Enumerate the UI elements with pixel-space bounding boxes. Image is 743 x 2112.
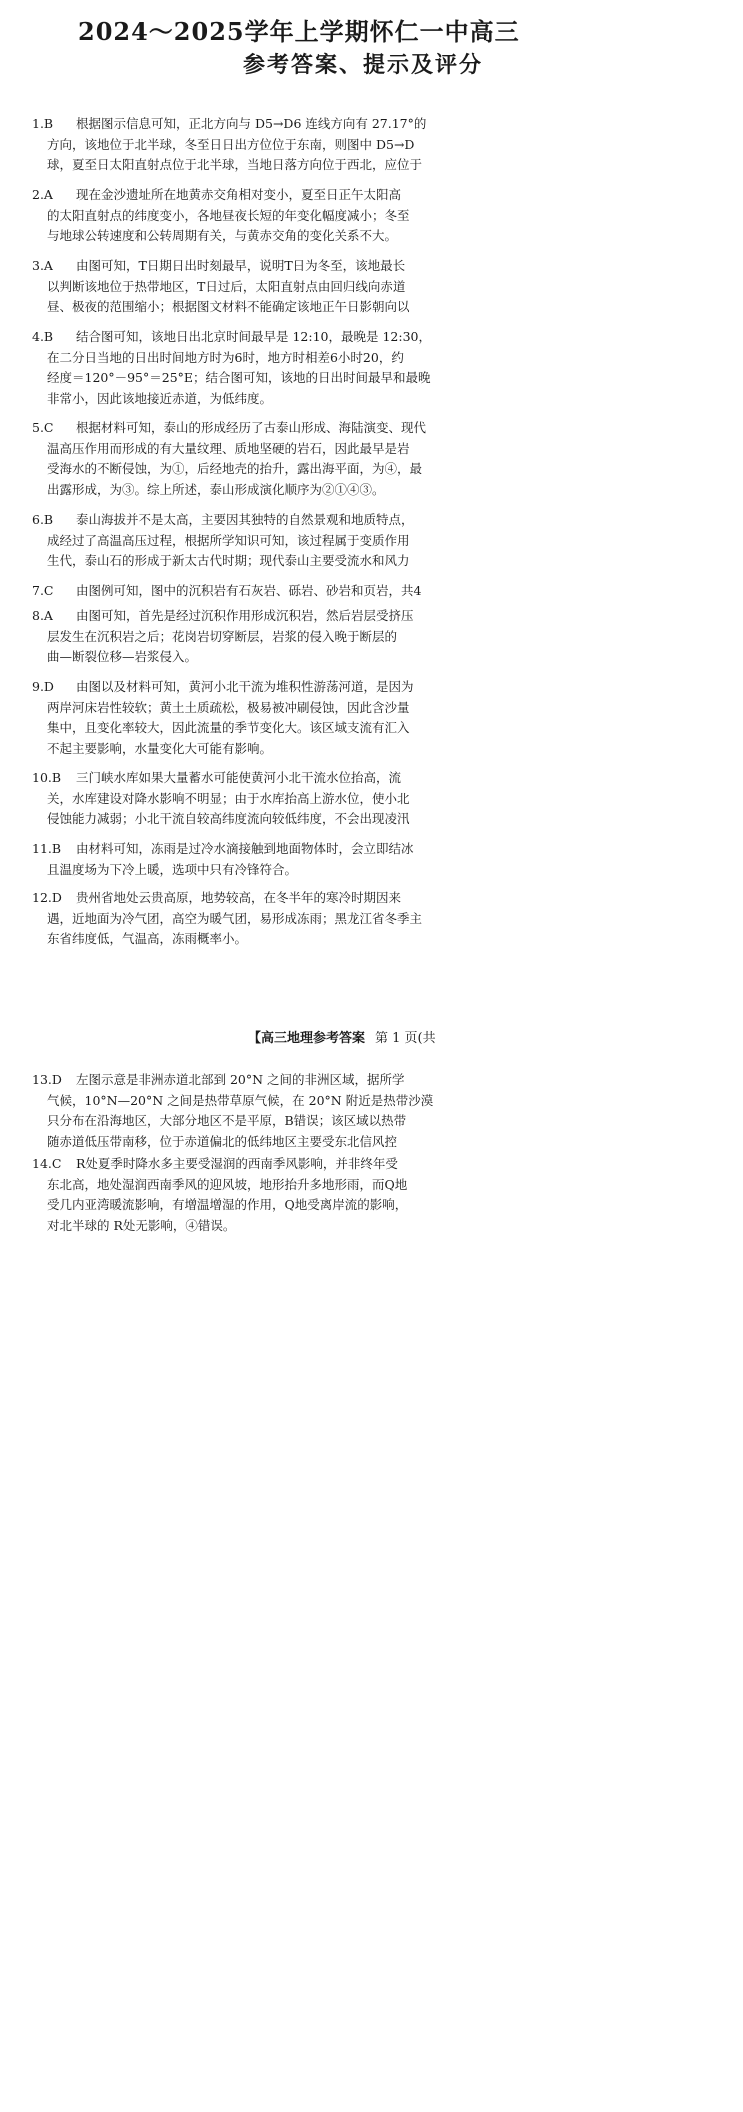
answer-text: 由材料可知，冻雨是过冷水滴接触到地面物体时，会立即结冰 — [76, 841, 414, 856]
answer-line: 两岸河床岩性较软；黄土土质疏松，极易被冲刷侵蚀，因此含沙量 — [47, 699, 410, 715]
answer-line: 成经过了高温高压过程，根据所学知识可知，该过程属于变质作用 — [47, 532, 410, 548]
answer-line: 与地球公转速度和公转周期有关，与黄赤交角的变化关系不大。 — [47, 228, 398, 244]
answer-line: 昼、极夜的范围缩小；根据图文材料不能确定该地正午日影朝向以 — [47, 299, 410, 315]
answer-line — [32, 510, 592, 531]
answer-line: 对北半球的 R处无影响，④错误。 — [47, 1217, 236, 1233]
answer-line — [32, 256, 592, 277]
footer-page-number: 第 1 页(共 — [375, 1031, 436, 1046]
answer-item-11 — [32, 839, 592, 880]
answer-item-13 — [32, 1070, 592, 1152]
page-title: 2024～2025学年上学期怀仁一中高三 — [78, 17, 520, 46]
answer-text: 泰山海拔并不是太高，主要因其独特的自然景观和地质特点， — [76, 512, 414, 527]
answer-line: 方向，该地位于北半球，冬至日日出方位位于东南，则图中 D5→D — [47, 136, 415, 152]
answer-text: 现在金沙遗址所在地黄赤交角相对变小，夏至日正午太阳高 — [76, 187, 402, 202]
answer-item-8 — [32, 606, 592, 668]
answer-number: 2.A — [32, 187, 53, 202]
answer-number: 6.B — [32, 512, 54, 527]
answer-line: 层发生在沉积岩之后；花岗岩切穿断层，岩浆的侵入晚于断层的 — [47, 628, 398, 644]
answer-number: 3.A — [32, 258, 53, 273]
answer-text: 根据材料可知，泰山的形成经历了古泰山形成、海陆演变、现代 — [76, 420, 427, 435]
answer-item-4 — [32, 327, 592, 409]
answer-number: 1.B — [32, 116, 54, 131]
answer-line: 非常小，因此该地接近赤道，为低纬度。 — [47, 390, 273, 406]
answer-number: 13.D — [32, 1072, 62, 1087]
answer-line — [32, 418, 592, 439]
answer-text: 三门峡水库如果大量蓄水可能使黄河小北干流水位抬高，流 — [76, 770, 402, 785]
answer-number: 11.B — [32, 841, 62, 856]
answer-line — [32, 839, 592, 860]
answer-line: 以判断该地位于热带地区，T日过后，太阳直射点由回归线向赤道 — [47, 278, 406, 294]
answer-line — [32, 1154, 592, 1175]
answer-line: 生代，泰山石的形成于新太古代时期；现代泰山主要受流水和风力 — [47, 553, 410, 569]
answer-number: 12.D — [32, 890, 62, 905]
answer-line: 侵蚀能力减弱；小北干流自较高纬度流向较低纬度，不会出现凌汛 — [47, 811, 410, 827]
footer-label: 【高三地理参考答案 — [248, 1031, 366, 1046]
answer-text: 由图以及材料可知，黄河小北干流为堆积性游荡河道，是因为 — [76, 679, 414, 694]
answer-line: 东省纬度低，气温高，冻雨概率小。 — [47, 931, 248, 947]
answer-line: 受几内亚湾暖流影响，有增温增湿的作用，Q地受离岸流的影响， — [47, 1197, 408, 1213]
page-subtitle: 参考答案、提示及评分 — [243, 52, 484, 78]
answer-line: 出露形成，为③。综上所述，泰山形成演化顺序为②①④③。 — [47, 481, 385, 497]
answer-line: 不起主要影响，水量变化大可能有影响。 — [47, 740, 273, 756]
answer-line: 气候，10°N—20°N 之间是热带草原气候，在 20°N 附近是热带沙漠 — [47, 1092, 434, 1108]
answer-number: 10.B — [32, 770, 62, 785]
answer-number: 5.C — [32, 420, 54, 435]
answer-line — [32, 1070, 592, 1091]
answer-number: 14.C — [32, 1156, 62, 1171]
page-footer — [248, 1027, 436, 1046]
answer-line: 东北高，地处湿润西南季风的迎风坡，地形抬升多地形雨，而Q地 — [47, 1176, 408, 1192]
answer-text: 由图例可知，图中的沉积岩有石灰岩、砾岩、砂岩和页岩，共4 — [76, 583, 422, 598]
answer-item-7 — [32, 581, 592, 602]
answer-line — [32, 768, 592, 789]
answer-item-5 — [32, 418, 592, 500]
answer-text: 左图示意是非洲赤道北部到 20°N 之间的非洲区域，据所学 — [76, 1072, 405, 1087]
answer-line: 遇，近地面为冷气团，高空为暖气团，易形成冻雨；黑龙江省冬季主 — [47, 910, 423, 926]
answer-item-9 — [32, 677, 592, 759]
answer-number: 9.D — [32, 679, 54, 694]
answer-item-3 — [32, 256, 592, 318]
answer-line: 关，水库建设对降水影响不明显；由于水库抬高上游水位，使小北 — [47, 790, 410, 806]
answer-line: 球，夏至日太阳直射点位于北半球，当地日落方向位于西北，应位于 — [47, 157, 423, 173]
answer-line: 经度＝120°－95°＝25°E；结合图可知，该地的日出时间最早和最晚 — [47, 370, 431, 386]
answer-line: 受海水的不断侵蚀，为①，后经地壳的抬升，露出海平面，为④，最 — [47, 461, 423, 477]
answer-item-14 — [32, 1154, 592, 1236]
answer-text: 贵州省地处云贵高原，地势较高，在冬半年的寒冷时期因来 — [76, 890, 402, 905]
answer-item-2 — [32, 185, 592, 247]
answer-text: R处夏季时降水多主要受湿润的西南季风影响，并非终年受 — [76, 1156, 398, 1171]
answer-line — [32, 114, 592, 135]
answer-item-1 — [32, 114, 592, 176]
answer-line: 温高压作用而形成的有大量纹理、质地坚硬的岩石，因此最早是岩 — [47, 440, 410, 456]
answer-line — [32, 327, 592, 348]
answer-text: 结合图可知，该地日出北京时间最早是 12:10，最晚是 12:30， — [76, 329, 431, 344]
answer-number: 7.C — [32, 583, 54, 598]
answer-number: 8.A — [32, 608, 53, 623]
answer-number: 4.B — [32, 329, 54, 344]
answer-text: 由图可知，T日期日出时刻最早，说明T日为冬至，该地最长 — [76, 258, 406, 273]
answer-line — [32, 888, 592, 909]
answer-line: 在二分日当地的日出时间地方时为6时，地方时相差6小时20，约 — [47, 349, 404, 365]
answer-line — [32, 677, 592, 698]
answer-line: 曲—断裂位移—岩浆侵入。 — [47, 649, 198, 665]
answer-item-6 — [32, 510, 592, 572]
answer-line: 随赤道低压带南移，位于赤道偏北的低纬地区主要受东北信风控 — [47, 1133, 398, 1149]
answer-line — [32, 185, 592, 206]
answer-line — [32, 581, 592, 602]
answer-text: 根据图示信息可知，正北方向与 D5→D6 连线方向有 27.17°的 — [76, 116, 427, 131]
answer-line: 且温度场为下冷上暖，选项中只有冷锋符合。 — [47, 861, 298, 877]
answer-text: 由图可知，首先是经过沉积作用形成沉积岩，然后岩层受挤压 — [76, 608, 414, 623]
answer-line — [32, 606, 592, 627]
answer-line: 的太阳直射点的纬度变小，各地昼夜长短的年变化幅度减小；冬至 — [47, 207, 410, 223]
answer-line: 只分布在沿海地区，大部分地区不是平原，B错误；该区域以热带 — [47, 1113, 407, 1129]
answer-line: 集中，且变化率较大，因此流量的季节变化大。该区域支流有汇入 — [47, 720, 410, 736]
answer-item-10 — [32, 768, 592, 830]
answer-item-12 — [32, 888, 592, 950]
